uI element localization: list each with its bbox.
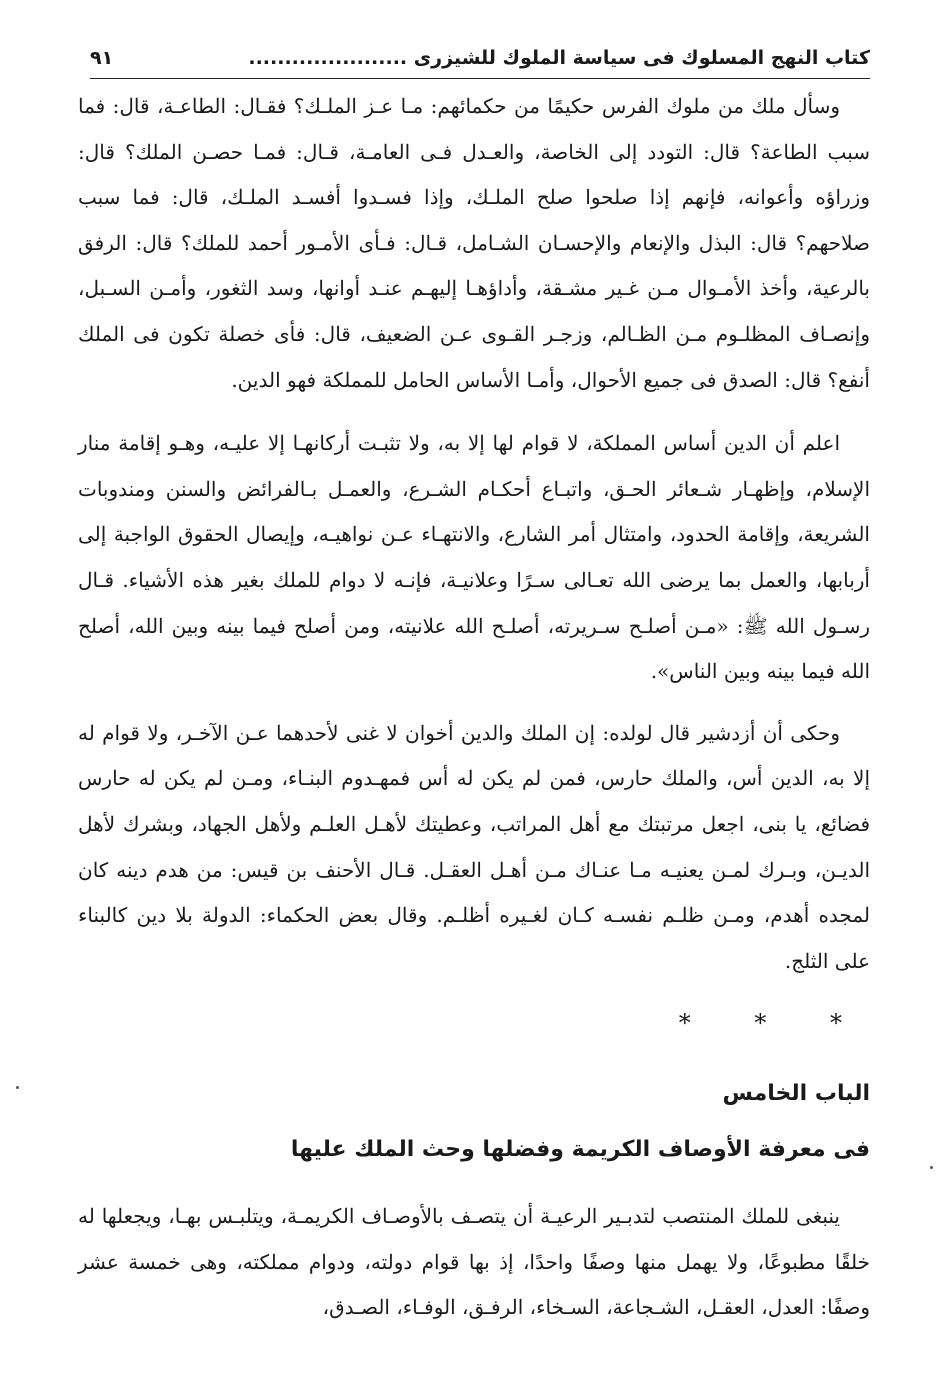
chapter-title: الباب الخامس bbox=[722, 1081, 870, 1107]
chapter-subtitle: فى معرفة الأوصاف الكريمة وفضلها وحث الملك عليها bbox=[290, 1137, 870, 1163]
paragraph-ardashir: وحكى أن أزدشير قال لولده: إن الملك والدين أخوان لا غنى لأحدهما عـن الآخـر، ولا قوام له إلا به، الدين أس، والملك حارس، فمن لم يكن له أس فمهـدوم البنـاء، ومـن لم يكن له حارس فضائع، يا بنى، اجعل مرتبتك مع أهل المراتب، وعطيتك لأهـل العلـم ولأهل الجهاد، وبشرك لأهل الديـن، وبـرك لمـن يعنيـه مـا عنـاك مـن أهـل العقـل. قـال الأحنف بن قيس: من هدم دينه كان لمجده أهدم، ومـن ظلـم نفسـه كـان لغـيره أظلـم. وقال بعض الحكماء: الدولة بلا دين كالبناء على الثلج. bbox=[78, 720, 870, 973]
paragraph-religion-foundation: اعلم أن الدين أساس المملكة، لا قوام لها إلا به، ولا تثبـت أركانهـا إلا عليـه، وهـو إقامة منار الإسلام، وإظهـار شـعائر الحـق، واتبـاع أحكـام الشـرع، والعمـل بـالفرائض والسنن ومندوبات الشريعة، وإقامة الحدود، وامتثال أمر الشارع، والانتهـاء عـن نواهيـه، وإيصال الحقوق الواجبة إلى أربابها، والعمل بما يرضى الله تعـالى سـرًا وعلانيـة، فإنـه لا دوام للملك بغير هذه الأشياء. قـال رسـول الله ﷺ: «مـن أصلـح سـريرته، أصلـح الله علانيته، ومن أصلح فيما بينه وبين الله، أصلح الله فيما بينه وبين الناس». bbox=[78, 431, 870, 684]
book-title: كتاب النهج المسلوك فى سياسة الملوك للشيزرى ...................... bbox=[248, 47, 870, 69]
section-ornament: * * * bbox=[678, 1009, 870, 1038]
scan-speck bbox=[930, 1166, 933, 1169]
paragraph-persian-king: وسأل ملك من ملوك الفرس حكيمًا من حكمائهم: مـا عـز الملـك؟ فقـال: الطاعـة، قال: فما سبب الطاعة؟ قال: التودد إلى الخاصة، والعـدل فـى العامـة، قـال: فمـا حصـن الملك؟ قال: وزراؤه وأعوانه، فإنهم إذا صلحوا صلح الملـك، وإذا فسـدوا أفسـد الملـك، قال: فما سبب صلاحهم؟ قال: البذل والإنعام والإحسـان الشـامل، قـال: فـأى الأمـور أحمد للملك؟ قال: الرفق بالرعية، وأخذ الأمـوال مـن غـير مشـقة، وأداؤهـا إليهـم عنـد أوانها، وسد الثغور، وأمـن السـبل، وإنصـاف المظلـوم مـن الظـالم، وزجـر القـوى عـن الضعيف، قال: فأى خصلة تكون فى الملك أنفع؟ قال: الصدق فى جميع الأحوال، وأمـا الأساس الحامل للمملكة فهو الدين. bbox=[78, 94, 870, 392]
body-text bbox=[78, 84, 870, 1331]
scan-speck bbox=[16, 1086, 19, 1089]
paragraph-noble-qualities: ينبغى للملك المنتصب لتدبـير الرعيـة أن يتصـف بالأوصـاف الكريمـة، ويتلبـس بهـا، ويجعلها له خلقًا مطبوعًا، ولا يهمل منها وصفًا واحدًا، إذ بها قوام دولته، ودوام مملكته، وهى خمسة عشر وصفًا: العدل، العقـل، الشـجاعة، السـخاء، الرفـق، الوفـاء، الصـدق، bbox=[78, 1204, 870, 1320]
page-number: ٩١ bbox=[90, 47, 114, 69]
running-header bbox=[90, 38, 870, 79]
